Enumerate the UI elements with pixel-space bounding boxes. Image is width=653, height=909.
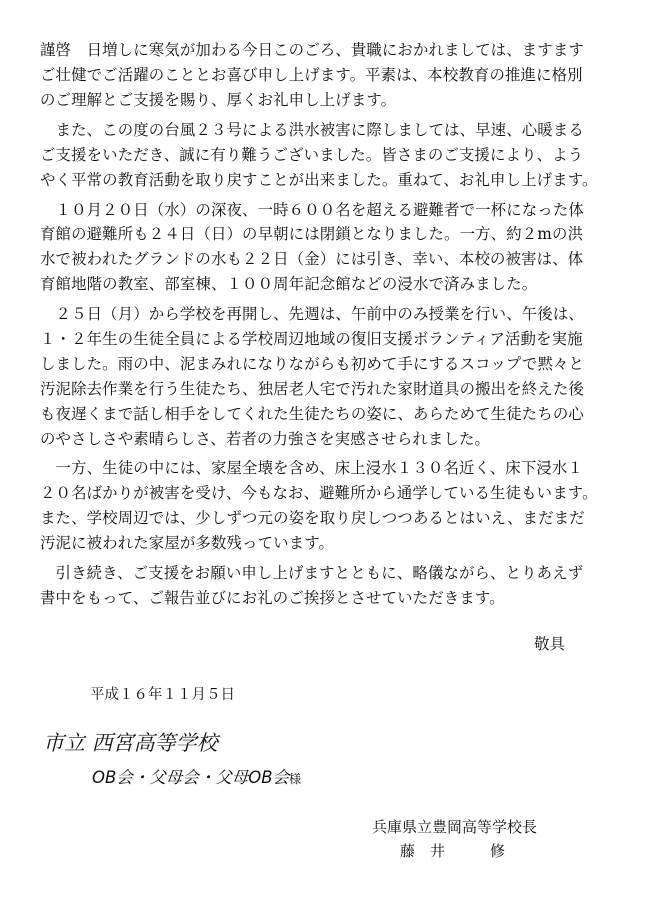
body-line: 謹啓 日増しに寒気が加わる今日このごろ、貴職におかれましては、ますます — [40, 41, 584, 59]
sender-name: 藤 井 修 — [400, 842, 506, 860]
body-line: ２０名ばかりが被害を受け、今もなお、避難所から通学している生徒もいます。 — [40, 484, 598, 502]
body-line: 汚泥に被われた家屋が多数残っています。 — [40, 534, 335, 552]
body-line: また、学校周辺では、少しずつ元の姿を取り戻しつつあるとはいえ、まだまだ — [40, 509, 585, 527]
body-line: 育館地階の教室、部室棟、１００周年記念館などの浸水で済みました。 — [40, 275, 538, 293]
body-line: やく平常の教育活動を取り戻すことが出来ました。重ねて、お礼申し上げます。 — [40, 171, 598, 189]
sender-organization: 兵庫県立豊岡高等学校長 — [372, 818, 538, 836]
letter-date: 平成１６年１１月５日 — [90, 687, 235, 703]
body-line: １・２年生の生徒全員による学校周辺地域の復旧支援ボランティア活動を実施 — [40, 330, 583, 348]
body-line: ご壮健でご活躍のこととお喜び申し上げます。平素は、本校教育の推進に格別 — [40, 66, 583, 84]
body-line: も夜遅くまで話し相手をしてくれた生徒たちの姿に、あらためて生徒たちの心 — [40, 405, 584, 423]
recipient-groups — [92, 765, 301, 792]
body-line: また、この度の台風２３号による洪水被害に際しましては、早速、心暖まる — [40, 121, 584, 139]
body-line: のご理解とご支援を賜り、厚くお礼申し上げます。 — [40, 91, 397, 109]
body-line: ご支援をいただき、誠に有り難うございました。皆さまのご支援により、よう — [40, 146, 584, 164]
body-line: 書中をもって、ご報告並びにお礼のご挨拶とさせていただきます。 — [40, 589, 505, 607]
closing-keigu: 敬具 — [534, 635, 566, 653]
body-line: ２５日（月）から学校を再開し、先週は、午前中のみ授業を行い、午後は、 — [40, 305, 584, 323]
recipient-school: 市立 西宮高等学校 — [43, 731, 218, 755]
body-line: 水で被われたグランドの水も２２日（金）には引き、幸い、本校の被害は、体 — [40, 250, 584, 268]
recipient-groups-text: OB会・父母会・父母OB会 — [92, 768, 290, 787]
body-line: 汚泥除去作業を行う生徒たち、独居老人宅で汚れた家財道具の搬出を終えた後 — [40, 380, 584, 398]
body-line: 引き続き、ご支援をお願い申し上げますとともに、略儀ながら、とりあえず — [40, 564, 584, 582]
recipient-honorific: 様 — [289, 772, 302, 786]
body-line: しました。雨の中、泥まみれになりながらも初めて手にするスコップで黙々と — [40, 355, 585, 373]
body-line: のやさしさや素晴らしさ、若者の力強さを実感させられました。 — [40, 430, 491, 448]
body-line: 一方、生徒の中には、家屋全壊を含め、床上浸水１３０名近く、床下浸水１ — [40, 459, 583, 477]
body-line: １０月２０日（水）の深夜、一時６００名を超える避難者で一杯になった体 — [40, 201, 584, 219]
body-line: 育館の避難所も２４日（日）の早朝には閉鎖となりました。一方、約２mの洪 — [40, 225, 584, 243]
